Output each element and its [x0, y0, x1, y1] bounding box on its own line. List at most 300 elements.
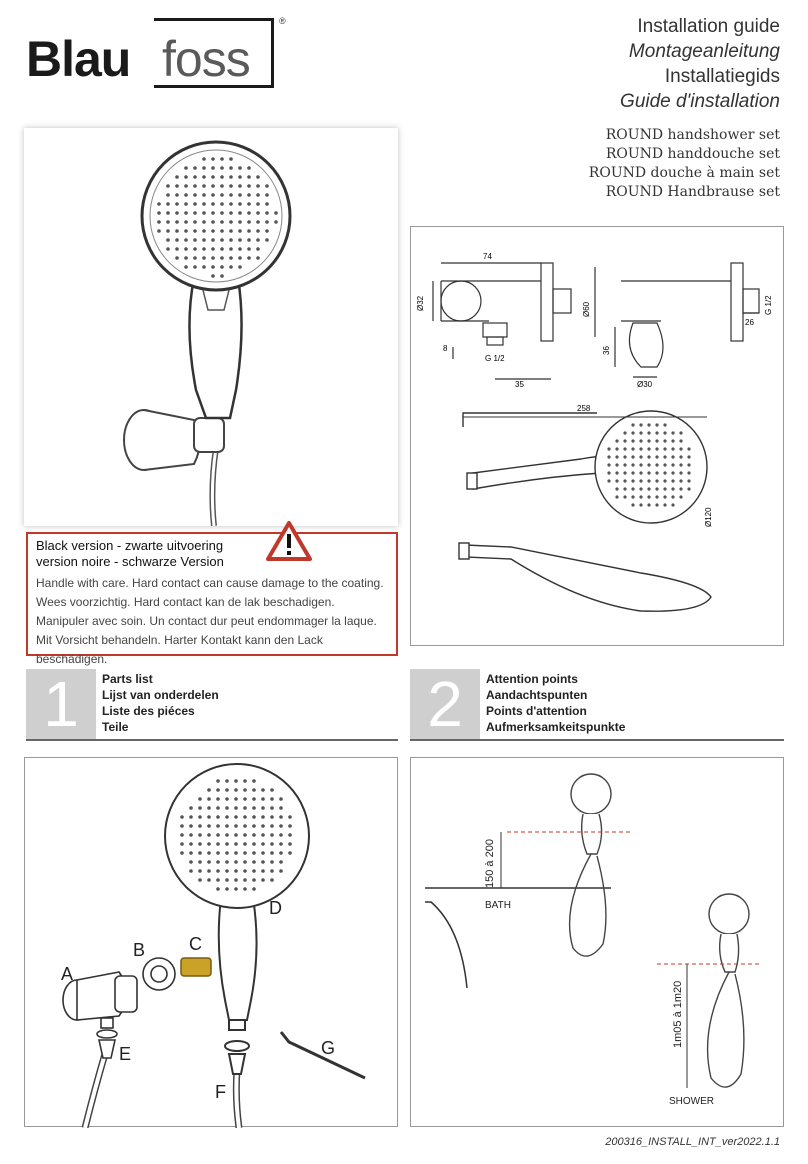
spray-nozzle-dot — [238, 202, 242, 206]
spray-nozzle-dot — [238, 229, 242, 233]
spray-nozzle-dot — [631, 455, 634, 458]
warning-heading — [36, 538, 388, 570]
title-en: Installation guide — [637, 16, 780, 37]
spray-nozzle-dot — [180, 824, 184, 828]
step-1-label-en: Parts list — [102, 672, 153, 686]
spray-nozzle-dot — [198, 797, 202, 801]
spray-nozzle-dot — [198, 842, 202, 846]
spray-nozzle-dot — [243, 788, 247, 792]
spray-nozzle-dot — [229, 265, 233, 269]
spray-nozzle-dot — [234, 788, 238, 792]
spray-nozzle-dot — [193, 202, 197, 206]
spray-nozzle-dot — [639, 431, 642, 434]
spray-nozzle-dot — [243, 860, 247, 864]
spray-nozzle-dot — [193, 247, 197, 251]
spray-nozzle-dot — [256, 229, 260, 233]
spray-nozzle-dot — [647, 455, 650, 458]
spray-nozzle-dot — [663, 423, 666, 426]
spray-nozzle-dot — [234, 815, 238, 819]
spray-nozzle-dot — [655, 463, 658, 466]
spray-nozzle-dot — [193, 220, 197, 224]
spray-nozzle-dot — [639, 495, 642, 498]
spray-nozzle-dot — [607, 471, 610, 474]
spray-nozzle-dot — [243, 869, 247, 873]
spray-nozzle-dot — [216, 842, 220, 846]
spray-nozzle-dot — [166, 247, 170, 251]
spray-nozzle-dot — [243, 851, 247, 855]
product-illustration-panel — [24, 128, 398, 526]
warning-line-fr: Manipuler avec soin. Un contact dur peut endommager la laque. — [36, 614, 377, 628]
spray-nozzle-dot — [247, 193, 251, 197]
spray-nozzle-dot — [687, 471, 690, 474]
warning-line-de: Mit Vorsicht behandeln. Harter Kontakt kann den Lack beschädigen. — [36, 633, 323, 666]
spray-nozzle-dot — [265, 184, 269, 188]
spray-nozzle-dot — [270, 851, 274, 855]
spray-nozzle-dot — [229, 220, 233, 224]
spray-nozzle-dot — [663, 463, 666, 466]
spray-nozzle-dot — [189, 815, 193, 819]
spray-nozzle-dot — [207, 869, 211, 873]
spray-nozzle-dot — [211, 157, 215, 161]
product-subtitles — [589, 126, 780, 202]
spray-nozzle-dot — [184, 175, 188, 179]
title-fr: Guide d'installation — [620, 91, 780, 112]
attention-points-panel — [410, 757, 784, 1127]
spray-nozzle-dot — [193, 193, 197, 197]
spray-nozzle-dot — [211, 256, 215, 260]
spray-nozzle-dot — [157, 220, 161, 224]
spray-nozzle-dot — [261, 815, 265, 819]
spray-nozzle-dot — [166, 202, 170, 206]
dim-g12-right: G 1/2 — [764, 295, 773, 315]
spray-nozzle-dot — [252, 860, 256, 864]
spray-nozzle-dot — [198, 869, 202, 873]
spray-nozzle-dot — [671, 487, 674, 490]
spray-nozzle-dot — [207, 788, 211, 792]
spray-nozzle-dot — [193, 184, 197, 188]
spray-nozzle-dot — [202, 229, 206, 233]
spray-nozzle-dot — [175, 211, 179, 215]
spray-nozzle-dot — [202, 256, 206, 260]
parts-illustration — [25, 758, 399, 1128]
spray-nozzle-dot — [234, 887, 238, 891]
subtitle-fr: ROUND douche à main set — [588, 165, 780, 181]
spray-nozzle-dot — [615, 455, 618, 458]
spray-nozzle-dot — [180, 833, 184, 837]
spray-nozzle-dot — [623, 463, 626, 466]
spray-nozzle-dot — [220, 166, 224, 170]
spray-nozzle-dot — [166, 220, 170, 224]
spray-nozzle-dot — [671, 471, 674, 474]
dim-8: 8 — [443, 344, 448, 353]
spray-nozzle-dot — [247, 175, 251, 179]
spray-nozzle-dot — [193, 265, 197, 269]
spray-nozzle-dot — [243, 878, 247, 882]
spray-nozzle-dot — [261, 833, 265, 837]
spray-nozzle-dot — [655, 487, 658, 490]
spray-nozzle-dot — [247, 211, 251, 215]
spray-nozzle-dot — [274, 220, 278, 224]
spray-nozzle-dot — [623, 471, 626, 474]
spray-nozzle-dot — [202, 238, 206, 242]
spray-nozzle-dot — [261, 797, 265, 801]
spray-nozzle-dot — [270, 797, 274, 801]
spray-nozzle-dot — [639, 503, 642, 506]
spray-nozzle-dot — [189, 833, 193, 837]
spray-nozzle-dot — [229, 238, 233, 242]
spray-nozzle-dot — [198, 878, 202, 882]
spray-nozzle-dot — [211, 247, 215, 251]
attention-height-bath: 150 à 200 — [484, 839, 496, 888]
spray-nozzle-dot — [623, 431, 626, 434]
spray-nozzle-dot — [639, 455, 642, 458]
part-d-label: D — [269, 898, 282, 918]
dim-258: 258 — [577, 404, 591, 413]
spray-nozzle-dot — [220, 175, 224, 179]
spray-nozzle-dot — [216, 779, 220, 783]
spray-nozzle-dot — [216, 797, 220, 801]
spray-nozzle-dot — [229, 166, 233, 170]
spray-nozzle-dot — [279, 851, 283, 855]
spray-nozzle-dot — [198, 815, 202, 819]
spray-nozzle-dot — [261, 869, 265, 873]
spray-nozzle-dot — [175, 256, 179, 260]
spray-nozzle-dot — [202, 202, 206, 206]
spray-nozzle-dot — [220, 220, 224, 224]
spray-nozzle-dot — [270, 869, 274, 873]
spray-nozzle-dot — [189, 860, 193, 864]
spray-nozzle-dot — [202, 220, 206, 224]
spray-nozzle-dot — [679, 455, 682, 458]
spray-nozzle-dot — [243, 806, 247, 810]
subtitle-de: ROUND Handbrause set — [605, 184, 780, 200]
spray-nozzle-dot — [679, 487, 682, 490]
spray-nozzle-dot — [647, 431, 650, 434]
spray-nozzle-dot — [243, 842, 247, 846]
step-1-header — [26, 669, 398, 741]
step-1-label-de: Teile — [102, 720, 129, 734]
spray-nozzle-dot — [639, 479, 642, 482]
spray-nozzle-dot — [166, 211, 170, 215]
spray-nozzle-dot — [211, 175, 215, 179]
spray-nozzle-dot — [256, 193, 260, 197]
spray-nozzle-dot — [229, 202, 233, 206]
spray-nozzle-dot — [623, 495, 626, 498]
spray-nozzle-dot — [238, 175, 242, 179]
spray-nozzle-dot — [234, 878, 238, 882]
spray-nozzle-dot — [207, 833, 211, 837]
spray-nozzle-dot — [202, 166, 206, 170]
spray-nozzle-dot — [202, 265, 206, 269]
spray-nozzle-dot — [189, 806, 193, 810]
spray-nozzle-dot — [256, 256, 260, 260]
spray-nozzle-dot — [607, 463, 610, 466]
spray-nozzle-dot — [202, 175, 206, 179]
spray-nozzle-dot — [639, 439, 642, 442]
spray-nozzle-dot — [288, 815, 292, 819]
spray-nozzle-dot — [687, 487, 690, 490]
spray-nozzle-dot — [615, 447, 618, 450]
spray-nozzle-dot — [238, 238, 242, 242]
part-b-label: B — [133, 940, 146, 960]
spray-nozzle-dot — [631, 487, 634, 490]
spray-nozzle-dot — [234, 860, 238, 864]
spray-nozzle-dot — [265, 193, 269, 197]
spray-nozzle-dot — [207, 851, 211, 855]
spray-nozzle-dot — [216, 860, 220, 864]
spray-nozzle-dot — [238, 166, 242, 170]
spray-nozzle-dot — [265, 238, 269, 242]
spray-nozzle-dot — [193, 238, 197, 242]
spray-nozzle-dot — [623, 455, 626, 458]
spray-nozzle-dot — [261, 860, 265, 864]
spray-nozzle-dot — [615, 439, 618, 442]
spray-nozzle-dot — [265, 202, 269, 206]
spray-nozzle-dot — [207, 824, 211, 828]
bath-label: BATH — [485, 900, 511, 911]
spray-nozzle-dot — [615, 495, 618, 498]
spray-nozzle-dot — [655, 439, 658, 442]
dim-32: Ø32 — [416, 295, 425, 311]
spray-nozzle-dot — [631, 503, 634, 506]
step-2-label-en: Attention points — [486, 672, 578, 686]
spray-nozzle-dot — [193, 211, 197, 215]
spray-nozzle-dot — [639, 447, 642, 450]
spray-nozzle-dot — [207, 878, 211, 882]
spray-nozzle-dot — [631, 439, 634, 442]
spray-nozzle-dot — [671, 495, 674, 498]
spray-nozzle-dot — [655, 431, 658, 434]
warning-heading-line2: version noire - schwarze Version — [36, 554, 224, 569]
spray-nozzle-dot — [679, 439, 682, 442]
spray-nozzle-dot — [184, 238, 188, 242]
spray-nozzle-dot — [247, 229, 251, 233]
spray-nozzle-dot — [216, 851, 220, 855]
spray-nozzle-dot — [225, 860, 229, 864]
spray-nozzle-dot — [256, 175, 260, 179]
dimensions-panel — [410, 226, 784, 646]
spray-nozzle-dot — [175, 220, 179, 224]
spray-nozzle-dot — [220, 202, 224, 206]
spray-nozzle-dot — [238, 247, 242, 251]
spray-nozzle-dot — [216, 815, 220, 819]
spray-nozzle-dot — [265, 229, 269, 233]
spray-nozzle-dot — [220, 229, 224, 233]
spray-nozzle-dot — [274, 211, 278, 215]
spray-nozzle-dot — [220, 274, 224, 278]
spray-nozzle-dot — [229, 229, 233, 233]
document-version: 200316_INSTALL_INT_ver2022.1.1 — [605, 1136, 780, 1148]
brand-part2: foss — [162, 31, 250, 87]
spray-nozzle-dot — [288, 842, 292, 846]
spray-nozzle-dot — [243, 815, 247, 819]
spray-nozzle-dot — [256, 220, 260, 224]
spray-nozzle-dot — [216, 887, 220, 891]
spray-nozzle-dot — [225, 842, 229, 846]
spray-nozzle-dot — [279, 860, 283, 864]
spray-nozzle-dot — [647, 471, 650, 474]
spray-nozzle-dot — [184, 184, 188, 188]
step-2-number: 2 — [410, 669, 480, 739]
spray-nozzle-dot — [663, 455, 666, 458]
spray-nozzle-dot — [288, 824, 292, 828]
spray-nozzle-dot — [211, 184, 215, 188]
part-f-label: F — [215, 1082, 226, 1102]
spray-nozzle-dot — [238, 256, 242, 260]
spray-nozzle-dot — [157, 229, 161, 233]
spray-nozzle-dot — [247, 166, 251, 170]
spray-nozzle-dot — [252, 806, 256, 810]
spray-nozzle-dot — [225, 815, 229, 819]
spray-nozzle-dot — [655, 447, 658, 450]
spray-nozzle-dot — [207, 806, 211, 810]
spray-nozzle-dot — [175, 229, 179, 233]
spray-nozzle-dot — [220, 238, 224, 242]
spray-nozzle-dot — [229, 157, 233, 161]
spray-nozzle-dot — [270, 860, 274, 864]
spray-nozzle-dot — [157, 202, 161, 206]
step-1-number: 1 — [26, 669, 96, 739]
spray-nozzle-dot — [279, 842, 283, 846]
spray-nozzle-dot — [207, 797, 211, 801]
spray-nozzle-dot — [216, 824, 220, 828]
spray-nozzle-dot — [229, 256, 233, 260]
spray-nozzle-dot — [198, 824, 202, 828]
spray-nozzle-dot — [175, 184, 179, 188]
spray-nozzle-dot — [679, 447, 682, 450]
handshower-illustration — [24, 128, 398, 526]
brand-registered: ® — [279, 16, 286, 26]
spray-nozzle-dot — [193, 166, 197, 170]
spray-nozzle-dot — [663, 439, 666, 442]
spray-nozzle-dot — [243, 833, 247, 837]
spray-nozzle-dot — [202, 193, 206, 197]
spray-nozzle-dot — [238, 184, 242, 188]
spray-nozzle-dot — [198, 806, 202, 810]
spray-nozzle-dot — [252, 797, 256, 801]
spray-nozzle-dot — [234, 806, 238, 810]
part-a-label: A — [61, 964, 74, 984]
step-2-label-nl: Aandachtspunten — [486, 688, 588, 702]
spray-nozzle-dot — [220, 193, 224, 197]
spray-nozzle-dot — [687, 455, 690, 458]
spray-nozzle-dot — [234, 797, 238, 801]
subtitle-nl: ROUND handdouche set — [605, 146, 780, 162]
spray-nozzle-dot — [175, 238, 179, 242]
parts-list-panel — [24, 757, 398, 1127]
spray-nozzle-dot — [647, 495, 650, 498]
spray-nozzle-dot — [234, 833, 238, 837]
spray-nozzle-dot — [202, 157, 206, 161]
shower-label: SHOWER — [669, 1096, 714, 1107]
spray-nozzle-dot — [639, 463, 642, 466]
spray-nozzle-dot — [647, 423, 650, 426]
spray-nozzle-dot — [252, 851, 256, 855]
spray-nozzle-dot — [279, 869, 283, 873]
spray-nozzle-dot — [607, 447, 610, 450]
spray-nozzle-dot — [220, 157, 224, 161]
spray-nozzle-dot — [238, 211, 242, 215]
spray-nozzle-dot — [256, 184, 260, 188]
spray-nozzle-dot — [655, 479, 658, 482]
spray-nozzle-dot — [234, 824, 238, 828]
spray-nozzle-dot — [270, 806, 274, 810]
spray-nozzle-dot — [202, 247, 206, 251]
spray-nozzle-dot — [225, 887, 229, 891]
spray-nozzle-dot — [623, 439, 626, 442]
warning-body — [36, 574, 388, 669]
spray-nozzle-dot — [234, 869, 238, 873]
spray-nozzle-dot — [655, 455, 658, 458]
spray-nozzle-dot — [252, 842, 256, 846]
spray-nozzle-dot — [229, 175, 233, 179]
spray-nozzle-dot — [679, 471, 682, 474]
spray-nozzle-dot — [279, 815, 283, 819]
spray-nozzle-dot — [243, 779, 247, 783]
spray-nozzle-dot — [631, 479, 634, 482]
spray-nozzle-dot — [211, 211, 215, 215]
spray-nozzle-dot — [184, 256, 188, 260]
spray-nozzle-dot — [189, 869, 193, 873]
spray-nozzle-dot — [216, 806, 220, 810]
spray-nozzle-dot — [256, 247, 260, 251]
spray-nozzle-dot — [225, 878, 229, 882]
spray-nozzle-dot — [252, 878, 256, 882]
spray-nozzle-dot — [247, 184, 251, 188]
dim-26: 26 — [745, 318, 754, 327]
spray-nozzle-dot — [288, 833, 292, 837]
spray-nozzle-dot — [193, 175, 197, 179]
spray-nozzle-dot — [220, 247, 224, 251]
spray-nozzle-dot — [225, 779, 229, 783]
part-g-label: G — [321, 1038, 336, 1058]
spray-nozzle-dot — [663, 487, 666, 490]
spray-nozzle-dot — [261, 878, 265, 882]
part-e-label: E — [119, 1044, 132, 1064]
warning-line-en: Handle with care. Hard contact can cause damage to the coating. — [36, 576, 384, 590]
spray-nozzle-dot — [623, 479, 626, 482]
spray-nozzle-dot — [671, 455, 674, 458]
spray-nozzle-dot — [225, 788, 229, 792]
spray-nozzle-dot — [288, 851, 292, 855]
spray-nozzle-dot — [261, 842, 265, 846]
spray-nozzle-dot — [261, 806, 265, 810]
spray-nozzle-dot — [216, 878, 220, 882]
spray-nozzle-dot — [671, 447, 674, 450]
spray-nozzle-dot — [615, 479, 618, 482]
warning-box — [26, 532, 398, 666]
spray-nozzle-dot — [180, 851, 184, 855]
spray-nozzle-dot — [238, 193, 242, 197]
spray-nozzle-dot — [607, 479, 610, 482]
spray-nozzle-dot — [243, 797, 247, 801]
spray-nozzle-dot — [631, 423, 634, 426]
warning-triangle-icon — [266, 520, 312, 562]
spray-nozzle-dot — [234, 779, 238, 783]
spray-nozzle-dot — [247, 247, 251, 251]
spray-nozzle-dot — [261, 788, 265, 792]
spray-nozzle-dot — [631, 471, 634, 474]
spray-nozzle-dot — [243, 824, 247, 828]
spray-nozzle-dot — [679, 495, 682, 498]
spray-nozzle-dot — [663, 479, 666, 482]
spray-nozzle-dot — [671, 431, 674, 434]
spray-nozzle-dot — [243, 887, 247, 891]
spray-nozzle-dot — [157, 211, 161, 215]
spray-nozzle-dot — [198, 860, 202, 864]
spray-nozzle-dot — [175, 193, 179, 197]
spray-nozzle-dot — [247, 220, 251, 224]
